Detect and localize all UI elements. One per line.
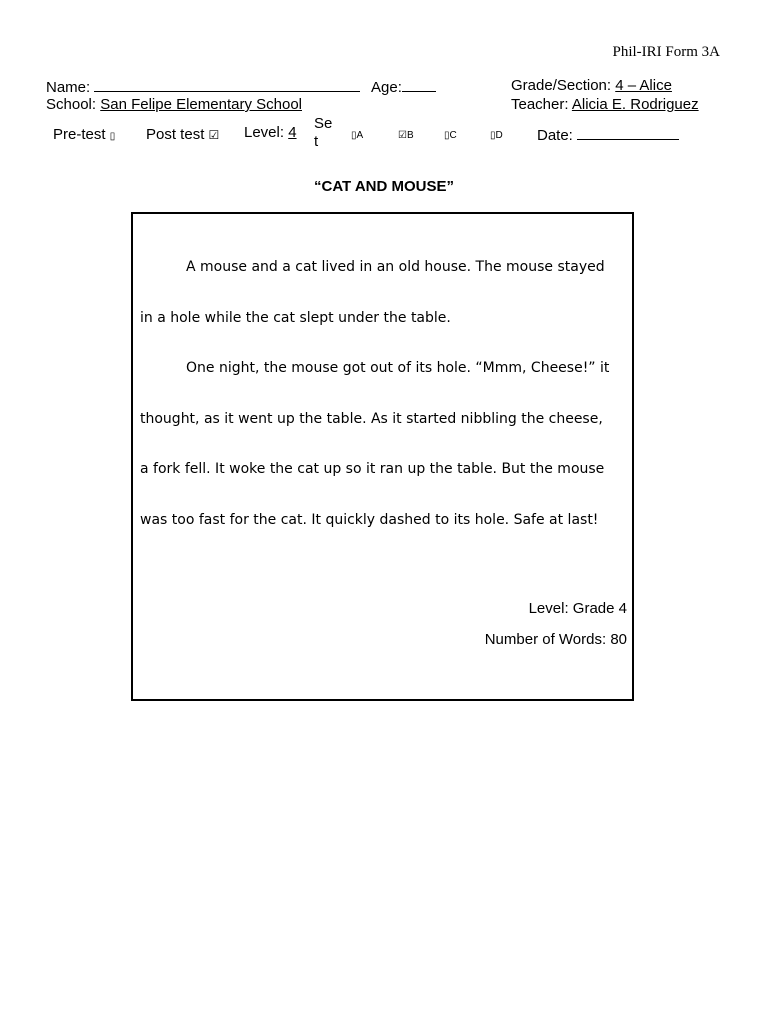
set-a-label: A [356,130,364,141]
story-level: Level: Grade 4 [528,600,627,617]
set-label [314,115,332,151]
story-word-count: Number of Words: 80 [484,631,627,648]
school-label: School: [46,96,97,113]
set-option-a[interactable] [351,130,363,141]
grade-section-label: Grade/Section: [511,77,612,94]
teacher-label: Teacher: [511,96,569,113]
level-label: Level: [244,124,285,141]
name-label: Name: [46,79,91,96]
level-field [244,124,297,141]
posttest-checkbox[interactable]: ☑ [208,128,220,142]
pretest-label: Pre-test [53,126,106,143]
set-c-checkbox[interactable]: ▯ [444,130,450,141]
form-code: Phil-IRI Form 3A [612,44,720,60]
teacher-value: Alicia E. Rodriguez [571,96,699,113]
set-label-line-2: t [314,133,319,150]
age-label: Age: [371,79,402,96]
name-input[interactable] [94,77,360,92]
set-d-label: D [495,130,503,141]
story-line: was too fast for the cat. It quickly dashed to its hole. Safe at last! [140,512,599,528]
set-d-checkbox[interactable]: ▯ [490,130,496,141]
posttest-label: Post test [146,126,205,143]
set-b-label: B [406,130,414,141]
teacher-field [511,96,699,113]
story-line: in a hole while the cat slept under the table. [140,310,451,326]
date-label: Date: [537,127,573,144]
grade-section-value: 4 – Alice [615,77,672,94]
pretest-checkbox[interactable]: ▯ [109,131,116,142]
set-a-checkbox[interactable]: ▯ [351,130,357,141]
story-title: “CAT AND MOUSE” [314,178,454,195]
story-line: thought, as it went up the table. As it started nibbling the cheese, [140,411,603,427]
set-option-c[interactable] [444,130,457,141]
set-c-label: C [449,130,457,141]
age-input[interactable] [402,77,436,92]
school-field [46,96,302,113]
date-field [537,125,679,144]
name-field [46,77,360,96]
story-line: A mouse and a cat lived in an old house. The mouse stayed [186,259,605,275]
story-line: One night, the mouse got out of its hole. “Mmm, Cheese!” it [186,360,610,376]
set-b-checkbox[interactable]: ☑ [398,130,407,141]
school-value: San Felipe Elementary School [100,96,302,113]
pretest-option[interactable] [53,126,115,143]
set-label-line-1: Se [314,115,333,132]
level-value: 4 [288,124,297,141]
posttest-option[interactable] [146,126,219,143]
grade-section-field [511,77,672,94]
set-option-b[interactable] [398,130,414,141]
set-option-d[interactable] [490,130,503,141]
date-input[interactable] [577,125,679,140]
age-field [371,77,436,96]
story-line: a fork fell. It woke the cat up so it ran up the table. But the mouse [140,461,605,477]
story-box [131,212,634,701]
